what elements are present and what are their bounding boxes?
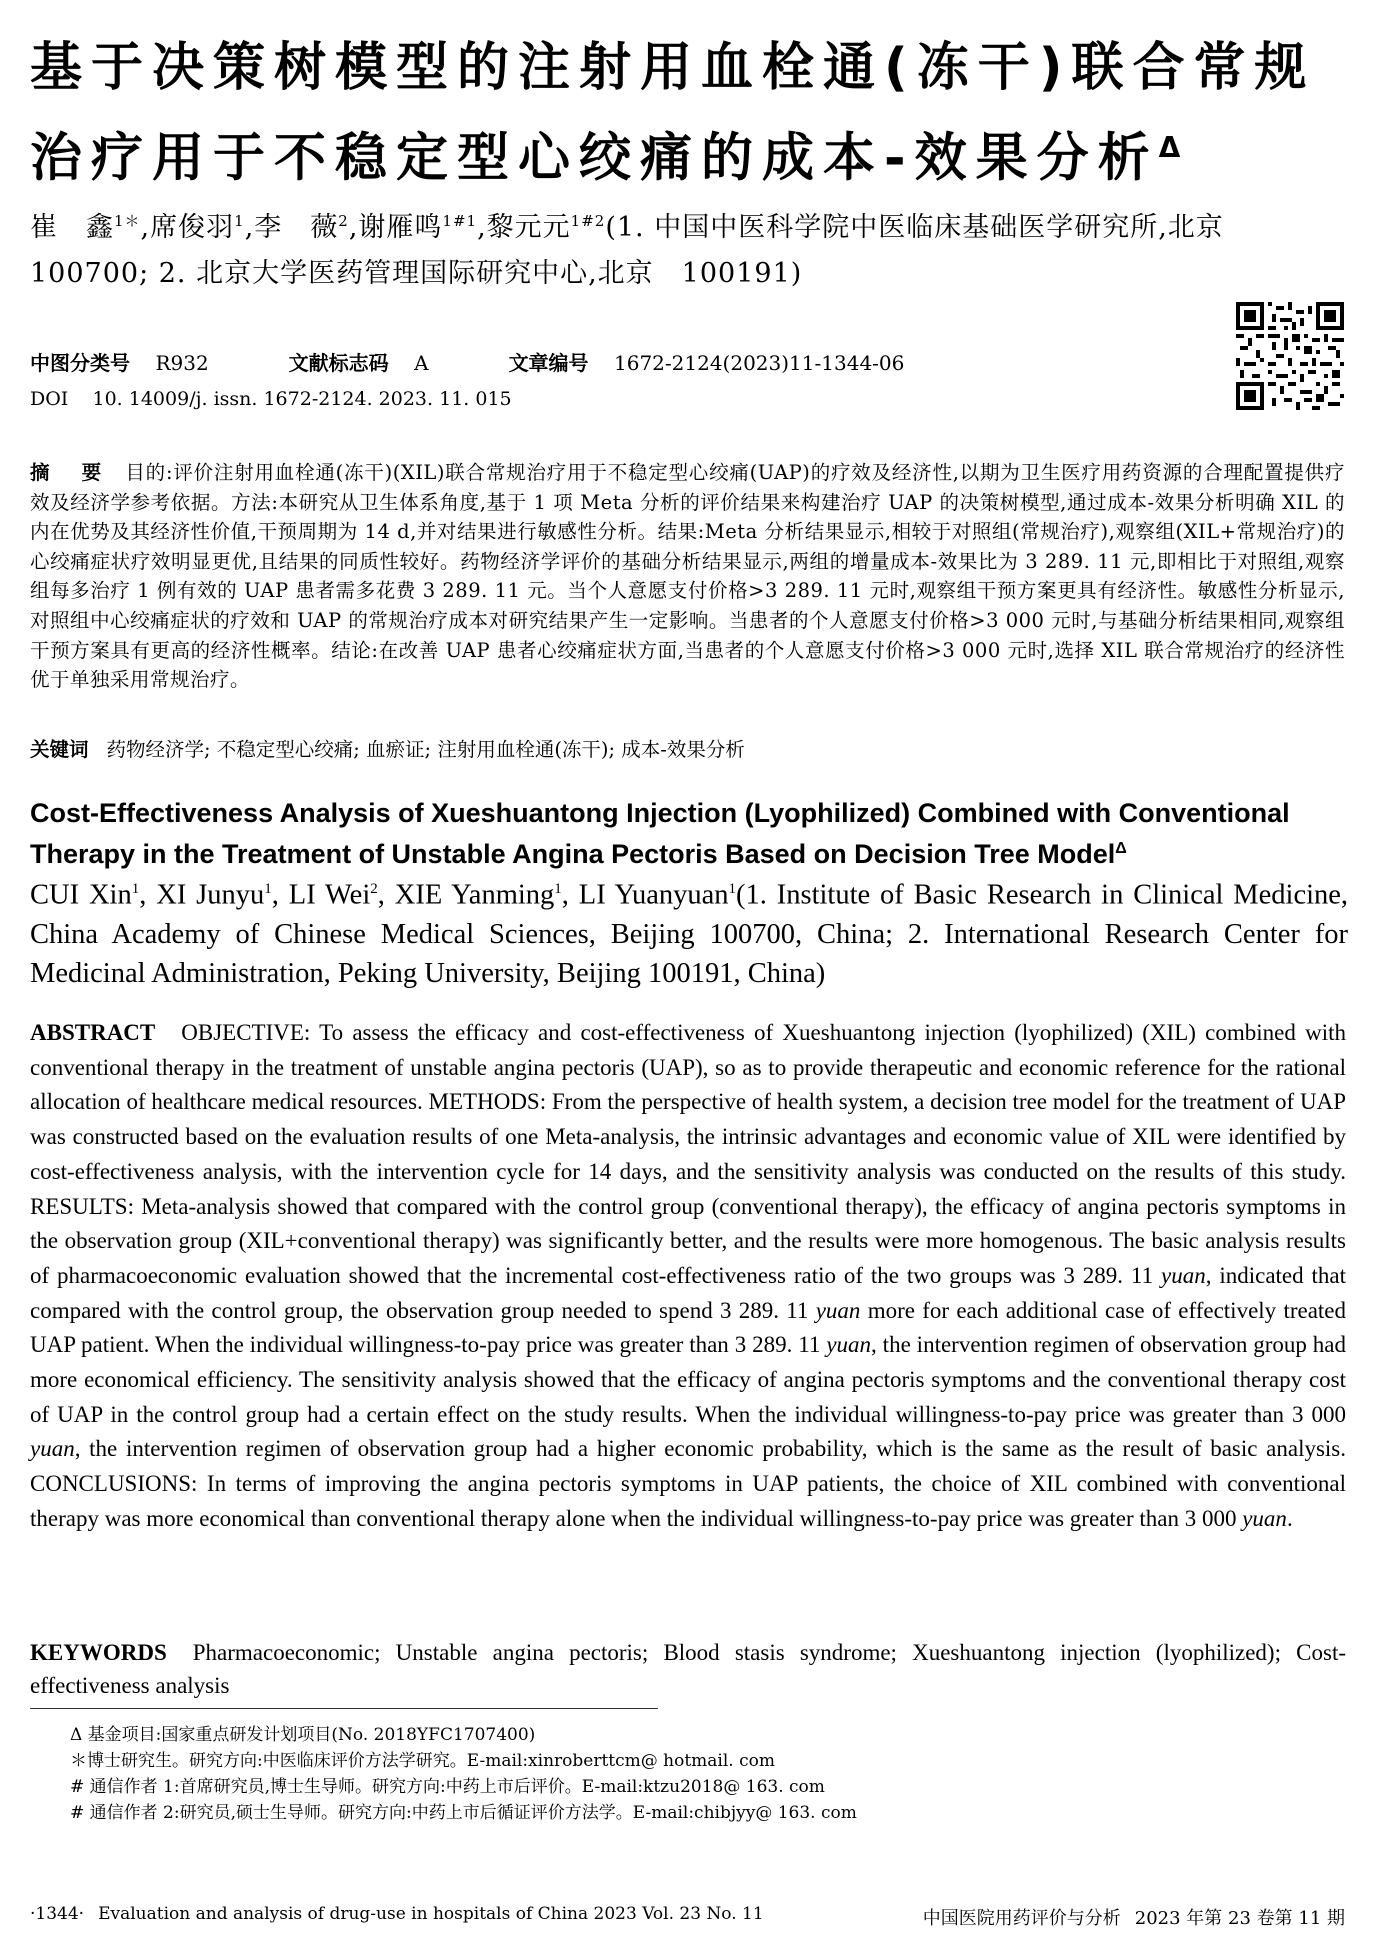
author-sup: 1 — [264, 881, 272, 897]
author-cn: 崔 鑫 — [30, 212, 114, 243]
classification-line — [30, 348, 904, 378]
article-title-en — [30, 795, 1350, 872]
abstract-en-label: ABSTRACT — [30, 1020, 156, 1045]
page-number: ·1344· — [30, 1904, 85, 1924]
author-sup: 1 — [131, 881, 140, 897]
author-en: XI Junyu — [156, 879, 265, 911]
author-cn: 黎元元 — [486, 212, 571, 243]
author-en: LI Wei — [288, 879, 371, 911]
author-sup: 2 — [338, 212, 349, 230]
abstract-cn-text: 目的:评价注射用血栓通(冻干)(XIL)联合常规治疗用于不稳定型心绞痛(UAP)的疗效及经济性,以期为卫生医疗用药资源的合理配置提供疗效及经济学参考依据。方法:本研究从卫生体系角度,基于 1 项 Meta 分析的评价结果来构建治疗 UAP 的决策树模型,通过成本-效果分析明确 XIL 的内在优势及其经济性价值,干预周期为 14 d,并对结果进行敏感性分析。结果:Meta 分析结果显示,相较于对照组(常规治疗),观察组(XIL+常规治疗)的心绞痛症状疗效明显更优,且结果的同质性较好。药物经济学评价的基础分析结果显示,两组的增量成本-效果比为 3 289. 11 元,即相比于对照组,观察组每多治疗 1 例有效的 UAP 患者需多花费 3 289. 11 元。当个人意愿支付价格>3 289. 11 元时,观察组干预方案更具有经济性。敏感性分析显示,对照组中心绞痛症状的疗效和 UAP 的常规治疗成本对研究结果产生一定影响。当患者的个人意愿支付价格>3 000 元时,与基础分析结果相同,观察组干预方案具有更高的经济性概率。结论:在改善 UAP 患者心绞痛症状方面,当患者的个人意愿支付价格>3 000 元时,选择 XIL 联合常规治疗的经济性优于单独采用常规治疗。 — [30, 461, 1345, 692]
page-footer-left — [30, 1904, 778, 1924]
affiliations-en: (1. Institute of Basic Research in Clinical Medicine, China Academy of Chinese Medical Sciences, Beijing 100700, China; 2. International Research Center for Medicinal Administration, Peking University, Beijing 100191, China) — [30, 879, 1349, 989]
doi-value: 10. 14009/j. issn. 1672-2124. 2023. 11. 015 — [92, 388, 512, 410]
author-en: LI Yuanyuan — [578, 879, 729, 911]
footnote-divider — [30, 1708, 658, 1709]
abstract-cn-label: 摘 要 — [30, 461, 108, 484]
doi-line — [30, 384, 512, 414]
author-sup: 2 — [370, 881, 378, 897]
doc-code-value: A — [414, 351, 429, 375]
author-cn: 席俊羽 — [150, 212, 235, 243]
authors-en: CUI Xin$^1$, XI Junyu$^1$, LI Wei$^2$, XIE Yanming$^1$, LI Yuanyuan$^1$(1. Institute of Basic Research in Clinical Medicine, China Academy of Chinese Medical Sciences, Beijing 100700, China; 2. International Research Center for Medicinal Administration, Peking University, Beijing 100191, China) — [30, 879, 1349, 989]
footnote-corresponding-2: # 通信作者 2:研究员,硕士生导师。研究方向:中药上市后循证评价方法学。E-mail:chibjyy@ 163. com — [70, 1803, 857, 1823]
keywords-en-text: Pharmacoeconomic; Unstable angina pectoris; Blood stasis syndrome; Xueshuantong injection (lyophilized); Cost-effectiveness analysis — [30, 1640, 1346, 1698]
journal-name-en: Evaluation and analysis of drug-use in hospitals of China 2023 Vol. 23 No. 11 — [98, 1904, 764, 1924]
currency-unit: yuan — [30, 1436, 75, 1462]
qr-code — [1236, 302, 1344, 410]
author-sup: 1 — [234, 212, 245, 230]
abstract-en-text: , the intervention regimen of observation group had a higher economic probability, which is the same as the result of basic analysis. CONCLUSIONS: In terms of improving the angina pectoris symptoms in UAP patients, the choice of XIL combined with conventional therapy was more economical than conventional therapy alone when the individual willingness-to-pay price was greater than 3 000 — [30, 1436, 1346, 1531]
keywords-en — [30, 1636, 1346, 1702]
keywords-cn-text: 药物经济学; 不稳定型心绞痛; 血瘀证; 注射用血栓通(冻干); 成本-效果分析 — [106, 738, 745, 761]
affiliations-cn: (1. 中国中医科学院中医临床基础医学研究所,北京 100700; 2. 北京大学医药管理国际研究中心,北京 100191) — [30, 212, 1224, 289]
doi-label: DOI — [30, 388, 69, 410]
title-cn-fund-mark: Δ — [1158, 131, 1181, 164]
footnote-funding: Δ 基金项目:国家重点研发计划项目(No. 2018YFC1707400) — [70, 1725, 536, 1745]
clc-label: 中图分类号 — [30, 351, 130, 375]
author-sup: 1 — [728, 881, 736, 897]
journal-issue-cn: 2023 年第 23 卷第 11 期 — [1134, 1908, 1345, 1929]
currency-unit: yuan — [1160, 1262, 1206, 1288]
currency-unit: yuan — [826, 1332, 872, 1358]
abstract-cn — [30, 458, 1345, 695]
author-cn: 李 薇 — [254, 212, 339, 243]
abstract-en-text: more for each additional case of effectively treated UAP patient. When the individual willingness-to-pay price was greater than 3 289. 11 — [30, 1297, 1347, 1358]
authors-cn: 崔 鑫$^{1*}$,席俊羽$^1$,李 薇$^2$,谢雁鸣$^{1\#1}$,黎元元$^{1\#2}$(1. 中国中医科学院中医临床基础医学研究所,北京 100700; 2. 北京大学医药管理国际研究中心,北京 100191) — [30, 212, 1224, 289]
author-cn: 谢雁鸣 — [358, 212, 443, 243]
author-en: XIE Yanming — [394, 879, 555, 911]
journal-name-cn: 中国医院用药评价与分析 — [922, 1908, 1121, 1929]
keywords-en-label: KEYWORDS — [30, 1640, 167, 1665]
author-sup: 1 — [554, 881, 562, 897]
doc-code-label: 文献标志码 — [288, 351, 389, 375]
author-sup: 1#2 — [570, 212, 606, 230]
currency-unit: yuan — [1242, 1505, 1287, 1531]
title-cn-text: 基于决策树模型的注射用血栓通(冻干)联合常规治疗用于不稳定型心绞痛的成本-效果分析 — [30, 38, 1316, 189]
footnote-first-author: ＊博士研究生。研究方向:中医临床评价方法学研究。E-mail:xinroberttcm@ hotmail. com — [70, 1751, 775, 1771]
article-no-label: 文章编号 — [508, 351, 589, 375]
article-title-cn — [30, 28, 1350, 198]
keywords-cn — [30, 735, 1345, 765]
abstract-en-text: . — [1286, 1505, 1293, 1531]
abstract-en-text: , the intervention regimen of observation group had more economical efficiency. The sensitivity analysis showed that the efficacy of angina pectoris symptoms and the conventional therapy cost of UAP in the control group had a certain effect on the study results. When the individual willingness-to-pay price was greater than 3 000 — [30, 1332, 1346, 1427]
author-sup: 1#1 — [442, 212, 478, 230]
abstract-en — [30, 1016, 1346, 1537]
title-en-fund-mark: Δ — [1115, 840, 1127, 857]
author-en: CUI Xin — [30, 879, 132, 911]
currency-unit: yuan — [815, 1297, 861, 1323]
page-footer-right — [923, 1904, 1345, 1930]
abstract-en-text: , indicated that compared with the control group, the observation group needed to spend 3 289. 11 — [30, 1262, 1347, 1323]
article-no-value: 1672-2124(2023)11-1344-06 — [614, 351, 905, 375]
keywords-cn-label: 关键词 — [30, 738, 89, 761]
title-en-text: Cost-Effectiveness Analysis of Xueshuantong Injection (Lyophilized) Combined with Conventional Therapy in the Treatment of Unstable Angina Pectoris Based on Decision Tree Model — [30, 798, 1290, 869]
footnote-corresponding-1: # 通信作者 1:首席研究员,博士生导师。研究方向:中药上市后评价。E-mail:ktzu2018@ 163. com — [70, 1777, 825, 1797]
abstract-en-text: OBJECTIVE: To assess the efficacy and cost-effectiveness of Xueshuantong injection (lyophilized) (XIL) combined with conventional therapy in the treatment of unstable angina pectoris (UAP), so as to provide therapeutic and economic reference for the rational allocation of healthcare medical resources. METHODS: From the perspective of health system, a decision tree model for the treatment of UAP was constructed based on the evaluation results of one Meta-analysis, the intrinsic advantages and economic value of XIL were identified by cost-effectiveness analysis, with the intervention cycle for 14 days, and the sensitivity analysis was conducted on the results of this study. RESULTS: Meta-analysis showed that compared with the control group (conventional therapy), the efficacy of angina pectoris symptoms in the observation group (XIL+conventional therapy) was significantly better, and the results were more homogenous. The basic analysis results of pharmacoeconomic evaluation showed that the incremental cost-effectiveness ratio of the two groups was 3 289. 11 — [30, 1020, 1346, 1288]
author-sup: 1＊ — [114, 212, 141, 230]
clc-value: R932 — [155, 351, 209, 375]
